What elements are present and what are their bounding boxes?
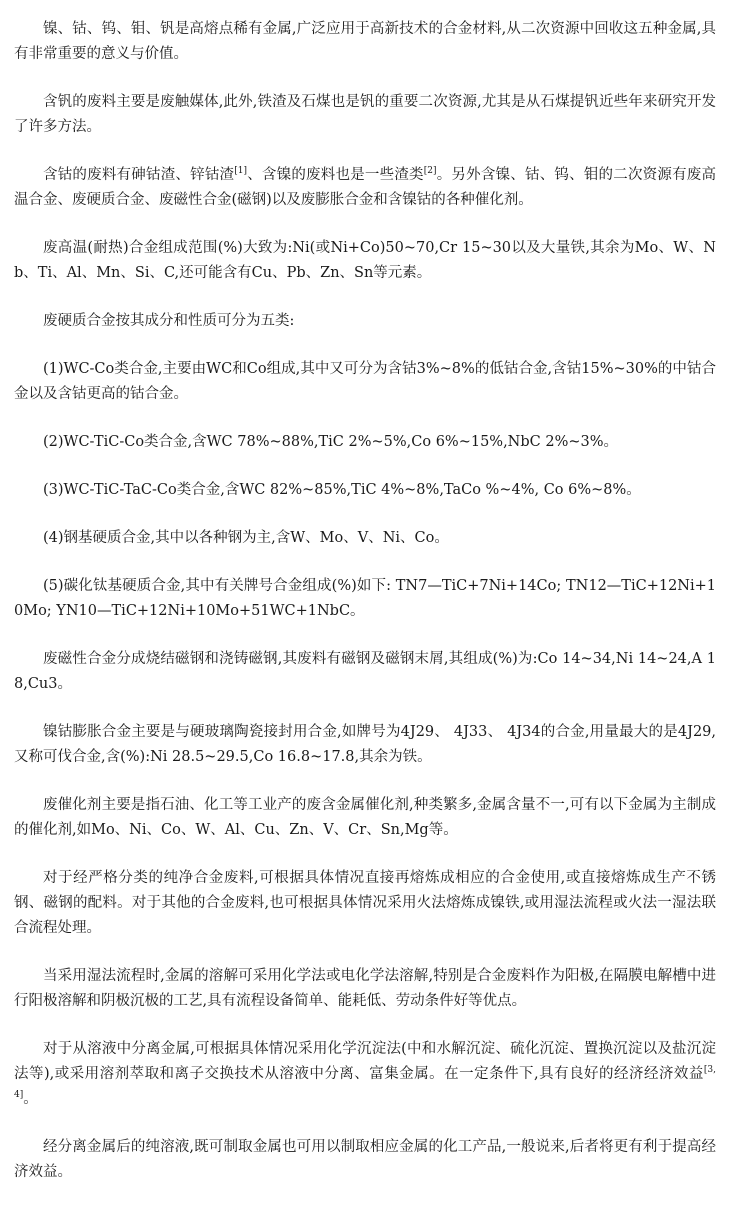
paragraph — [14, 478, 716, 503]
paragraph — [14, 720, 716, 770]
paragraph-text: 废高温(耐热)合金组成范围(%)大致为:Ni(或Ni+Co)50~70,Cr 15~30以及大量铁,其余为Mo、W、Nb、Ti、Al、Mn、Si、C,还可能含有Cu、Pb、Zn、Sn等元素。 — [14, 240, 716, 281]
paragraph-text: (1)WC-Co类合金,主要由WC和Co组成,其中又可分为含钴3%~8%的低钴合金,含钴15%~30%的中钴合金以及含钴更高的钴合金。 — [14, 361, 716, 402]
paragraph-text: 废催化剂主要是指石油、化工等工业产的废含金属催化剂,种类繁多,金属含量不一,可有以下金属为主制成的催化剂,如Mo、Ni、Co、W、Al、Cu、Zn、V、Cr、Sn,Mg等。 — [14, 797, 716, 838]
paragraph — [14, 90, 716, 140]
document-body — [14, 17, 716, 1185]
paragraph-text: 废磁性合金分成烧结磁钢和浇铸磁钢,其废料有磁钢及磁钢末屑,其组成(%)为:Co 14~34,Ni 14~24,A 18,Cu3。 — [14, 651, 716, 692]
paragraph — [14, 357, 716, 407]
citation-ref: [3,4] — [14, 1065, 716, 1100]
paragraph-text: 对于经严格分类的纯净合金废料,可根据具体情况直接再熔炼成相应的合金使用,或直接熔炼成生产不锈钢、磁钢的配料。对于其他的合金废料,也可根据具体情况采用火法熔炼成镍铁,或用湿法流程或火法一湿法联合流程处理。 — [14, 870, 716, 936]
paragraph-text: (4)钢基硬质合金,其中以各种钢为主,含W、Mo、V、Ni、Co。 — [43, 530, 449, 546]
paragraph-text: (3)WC-TiC-TaC-Co类合金,含WC 82%~85%,TiC 4%~8%,TaCo %~4%, Co 6%~8%。 — [43, 482, 641, 498]
paragraph — [14, 1135, 716, 1185]
paragraph — [14, 163, 716, 213]
paragraph-text: 废硬质合金按其成分和性质可分为五类: — [43, 313, 295, 329]
paragraph — [14, 1037, 716, 1112]
paragraph-text: (5)碳化钛基硬质合金,其中有关牌号合金组成(%)如下: TN7—TiC+7Ni+14Co; TN12—TiC+12Ni+10Mo; YN10—TiC+12Ni+10Mo+51WC+1NbC。 — [14, 578, 716, 619]
paragraph — [14, 236, 716, 286]
paragraph-text: 含钴的废料有砷钴渣、锌钴渣 — [43, 167, 235, 183]
paragraph-text: 镍钴膨胀合金主要是与硬玻璃陶瓷接封用合金,如牌号为4J29、 4J33、 4J34的合金,用量最大的是4J29,又称可伐合金,含(%):Ni 28.5~29.5,Co 16.8~17.8,其余为铁。 — [14, 724, 716, 765]
paragraph — [14, 17, 716, 67]
paragraph — [14, 866, 716, 941]
paragraph — [14, 526, 716, 551]
paragraph-text: 镍、钴、钨、钼、钒是高熔点稀有金属,广泛应用于高新技术的合金材料,从二次资源中回收这五种金属,具有非常重要的意义与价值。 — [14, 21, 716, 62]
paragraph-text: (2)WC-TiC-Co类合金,含WC 78%~88%,TiC 2%~5%,Co 6%~15%,NbC 2%~3%。 — [43, 434, 619, 450]
paragraph-text: 经分离金属后的纯溶液,既可制取金属也可用以制取相应金属的化工产品,一般说来,后者将更有利于提高经济效益。 — [14, 1139, 716, 1180]
paragraph-text: 对于从溶液中分离金属,可根据具体情况采用化学沉淀法(中和水解沉淀、硫化沉淀、置换沉淀以及盐沉淀法等),或采用溶剂萃取和离子交换技术从溶液中分离、富集金属。在一定条件下,具有良好的经济经济效益 — [14, 1041, 716, 1082]
paragraph — [14, 574, 716, 624]
paragraph-text: 含钒的废料主要是废触媒体,此外,铁渣及石煤也是钒的重要二次资源,尤其是从石煤提钒近些年来研究开发了许多方法。 — [14, 94, 716, 135]
paragraph-text: 当采用湿法流程时,金属的溶解可采用化学法或电化学法溶解,特别是合金废料作为阳极,在隔膜电解槽中进行阳极溶解和阴极沉极的工艺,具有流程设备简单、能耗低、劳动条件好等优点。 — [14, 968, 716, 1009]
citation-ref: [2] — [423, 166, 437, 176]
paragraph-text: 。另外含镍、钴、钨、钼的二次资源有废高温合金、废硬质合金、废磁性合金(磁钢)以及废膨胀合金和含镍钴的各种催化剂。 — [14, 167, 717, 208]
paragraph-text: 。 — [23, 1091, 38, 1107]
paragraph — [14, 793, 716, 843]
paragraph — [14, 430, 716, 455]
paragraph — [14, 309, 716, 334]
citation-ref: [1] — [234, 166, 247, 176]
paragraph — [14, 647, 716, 697]
paragraph — [14, 964, 716, 1014]
paragraph-text: 、含镍的废料也是一些渣类 — [247, 167, 424, 183]
